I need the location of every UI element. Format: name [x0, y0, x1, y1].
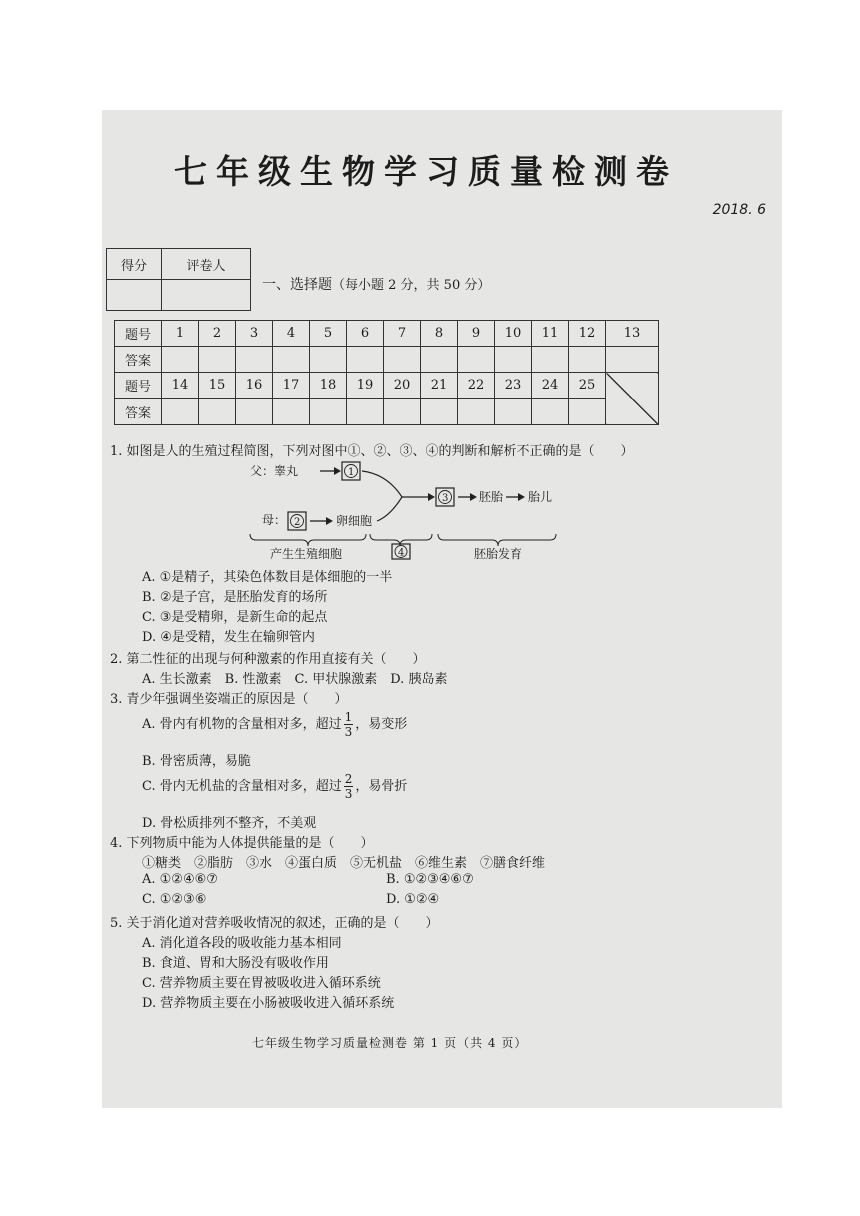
score-table [106, 248, 251, 311]
mother-label: 母： [262, 513, 287, 527]
grid-answer-cell [236, 399, 273, 425]
svg-text:3: 3 [442, 493, 449, 504]
grid-question-number: 16 [236, 373, 273, 399]
grid-question-number: 8 [421, 321, 458, 347]
grader-cell [162, 280, 251, 311]
grid-label-number: 题号 [115, 373, 162, 399]
q4-option-b: B. ①②③④⑥⑦ [386, 872, 474, 887]
grid-answer-cell [273, 347, 310, 373]
grid-answer-cell [421, 347, 458, 373]
label-produce-gametes: 产生生殖细胞 [270, 547, 343, 560]
grid-answer-cell [310, 399, 347, 425]
grid-answer-cell [199, 347, 236, 373]
grid-blank-cell [606, 373, 659, 425]
grid-question-number: 10 [495, 321, 532, 347]
grid-label-answer: 答案 [115, 399, 162, 425]
q4-option-d: D. ①②④ [386, 892, 440, 907]
grid-answer-cell [236, 347, 273, 373]
q1-option-a: A. ①是精子，其染色体数目是体细胞的一半 [142, 570, 393, 585]
grid-question-number: 4 [273, 321, 310, 347]
q5-option-a: A. 消化道各段的吸收能力基本相同 [142, 936, 342, 951]
label-embryo-development: 胚胎发育 [474, 547, 523, 560]
grid-question-number: 7 [384, 321, 421, 347]
grid-question-number: 14 [162, 373, 199, 399]
answer-grid [114, 320, 659, 425]
grid-question-number: 19 [347, 373, 384, 399]
question-4-stem: 4. 下列物质中能为人体提供能量的是（ ） [110, 836, 374, 851]
answer-grid-number-row [115, 321, 659, 347]
grid-answer-cell [532, 399, 569, 425]
fraction-two-thirds: $\frac{2}{3}$ [344, 772, 353, 801]
svg-text:4: 4 [398, 547, 405, 559]
grid-question-number: 21 [421, 373, 458, 399]
q3-option-a: A. 骨内有机物的含量相对多，超过 $\frac{1}{3}$ ，易变形 [142, 710, 408, 739]
grid-question-number: 2 [199, 321, 236, 347]
grid-question-number: 5 [310, 321, 347, 347]
grid-answer-cell [569, 399, 606, 425]
egg-cell-label: 卵细胞 [336, 514, 373, 528]
q4-option-c: C. ①②③⑥ [142, 892, 207, 907]
grid-answer-cell [347, 347, 384, 373]
fetus-label: 胎儿 [528, 490, 553, 504]
score-cell [107, 280, 162, 311]
grid-question-number: 20 [384, 373, 421, 399]
grid-question-number: 6 [347, 321, 384, 347]
grid-answer-cell [458, 399, 495, 425]
grid-answer-cell [199, 399, 236, 425]
score-header: 得分 [107, 249, 162, 280]
grid-question-number: 24 [532, 373, 569, 399]
grid-question-number: 12 [569, 321, 606, 347]
exam-page [102, 110, 782, 1108]
svg-text:1: 1 [348, 467, 355, 478]
q2-options: A. 生长激素 B. 性激素 C. 甲状腺激素 D. 胰岛素 [142, 672, 448, 687]
grid-answer-cell [162, 347, 199, 373]
section-heading: 一、选择题（每小题 2 分，共 50 分） [262, 277, 491, 293]
embryo-label: 胚胎 [479, 490, 504, 504]
grid-answer-cell [162, 399, 199, 425]
fraction-one-third: $\frac{1}{3}$ [344, 710, 353, 739]
grid-question-number: 18 [310, 373, 347, 399]
grid-answer-cell [421, 399, 458, 425]
grid-answer-cell [495, 399, 532, 425]
grid-answer-cell [347, 399, 384, 425]
grid-question-number: 9 [458, 321, 495, 347]
q5-option-c: C. 营养物质主要在胃被吸收进入循环系统 [142, 976, 381, 991]
q1-option-c: C. ③是受精卵，是新生命的起点 [142, 610, 328, 625]
grid-answer-cell [310, 347, 347, 373]
grid-label-answer: 答案 [115, 347, 162, 373]
grid-answer-cell [384, 399, 421, 425]
grid-answer-cell [495, 347, 532, 373]
grid-answer-cell [458, 347, 495, 373]
grid-question-number: 11 [532, 321, 569, 347]
grid-answer-cell [606, 347, 659, 373]
grid-question-number: 1 [162, 321, 199, 347]
question-5-stem: 5. 关于消化道对营养吸收情况的叙述，正确的是（ ） [110, 916, 439, 931]
svg-text:2: 2 [294, 517, 301, 528]
answer-grid-answer-row [115, 347, 659, 373]
q4-option-a: A. ①②④⑥⑦ [142, 872, 218, 887]
q3-option-b: B. 骨密质薄，易脆 [142, 754, 251, 769]
father-label: 父：睾丸 [250, 464, 299, 478]
q5-option-b: B. 食道、胃和大肠没有吸收作用 [142, 956, 329, 971]
reproduction-diagram [242, 460, 582, 560]
q5-option-d: D. 营养物质主要在小肠被吸收进入循环系统 [142, 996, 395, 1011]
grid-question-number: 22 [458, 373, 495, 399]
grid-question-number: 23 [495, 373, 532, 399]
page-footer: 七年级生物学习质量检测卷 第 1 页（共 4 页） [252, 1036, 528, 1050]
grid-question-number: 3 [236, 321, 273, 347]
question-1-stem: 1. 如图是人的生殖过程简图，下列对图中①、②、③、④的判断和解析不正确的是（ ） [110, 444, 634, 459]
grid-answer-cell [532, 347, 569, 373]
grid-answer-cell [273, 399, 310, 425]
grader-header: 评卷人 [162, 249, 251, 280]
grid-answer-cell [384, 347, 421, 373]
grid-question-number: 15 [199, 373, 236, 399]
page-title: 七年级生物学习质量检测卷 [174, 152, 678, 191]
grid-question-number: 25 [569, 373, 606, 399]
q3-option-c: C. 骨内无机盐的含量相对多，超过 $\frac{2}{3}$ ，易骨折 [142, 772, 408, 801]
exam-date: 2018. 6 [712, 202, 766, 218]
answer-grid-answer-row [115, 399, 659, 425]
question-3-stem: 3. 青少年强调坐姿端正的原因是（ ） [110, 692, 348, 707]
grid-label-number: 题号 [115, 321, 162, 347]
q4-items: ①糖类 ②脂肪 ③水 ④蛋白质 ⑤无机盐 ⑥维生素 ⑦膳食纤维 [142, 856, 546, 871]
grid-answer-cell [569, 347, 606, 373]
grid-question-number: 13 [606, 321, 659, 347]
q1-option-d: D. ④是受精，发生在输卵管内 [142, 630, 315, 645]
answer-grid-number-row [115, 373, 659, 399]
q1-option-b: B. ②是子宫，是胚胎发育的场所 [142, 590, 328, 605]
question-2-stem: 2. 第二性征的出现与何种激素的作用直接有关（ ） [110, 652, 426, 667]
grid-question-number: 17 [273, 373, 310, 399]
q3-option-d: D. 骨松质排列不整齐，不美观 [142, 816, 317, 831]
